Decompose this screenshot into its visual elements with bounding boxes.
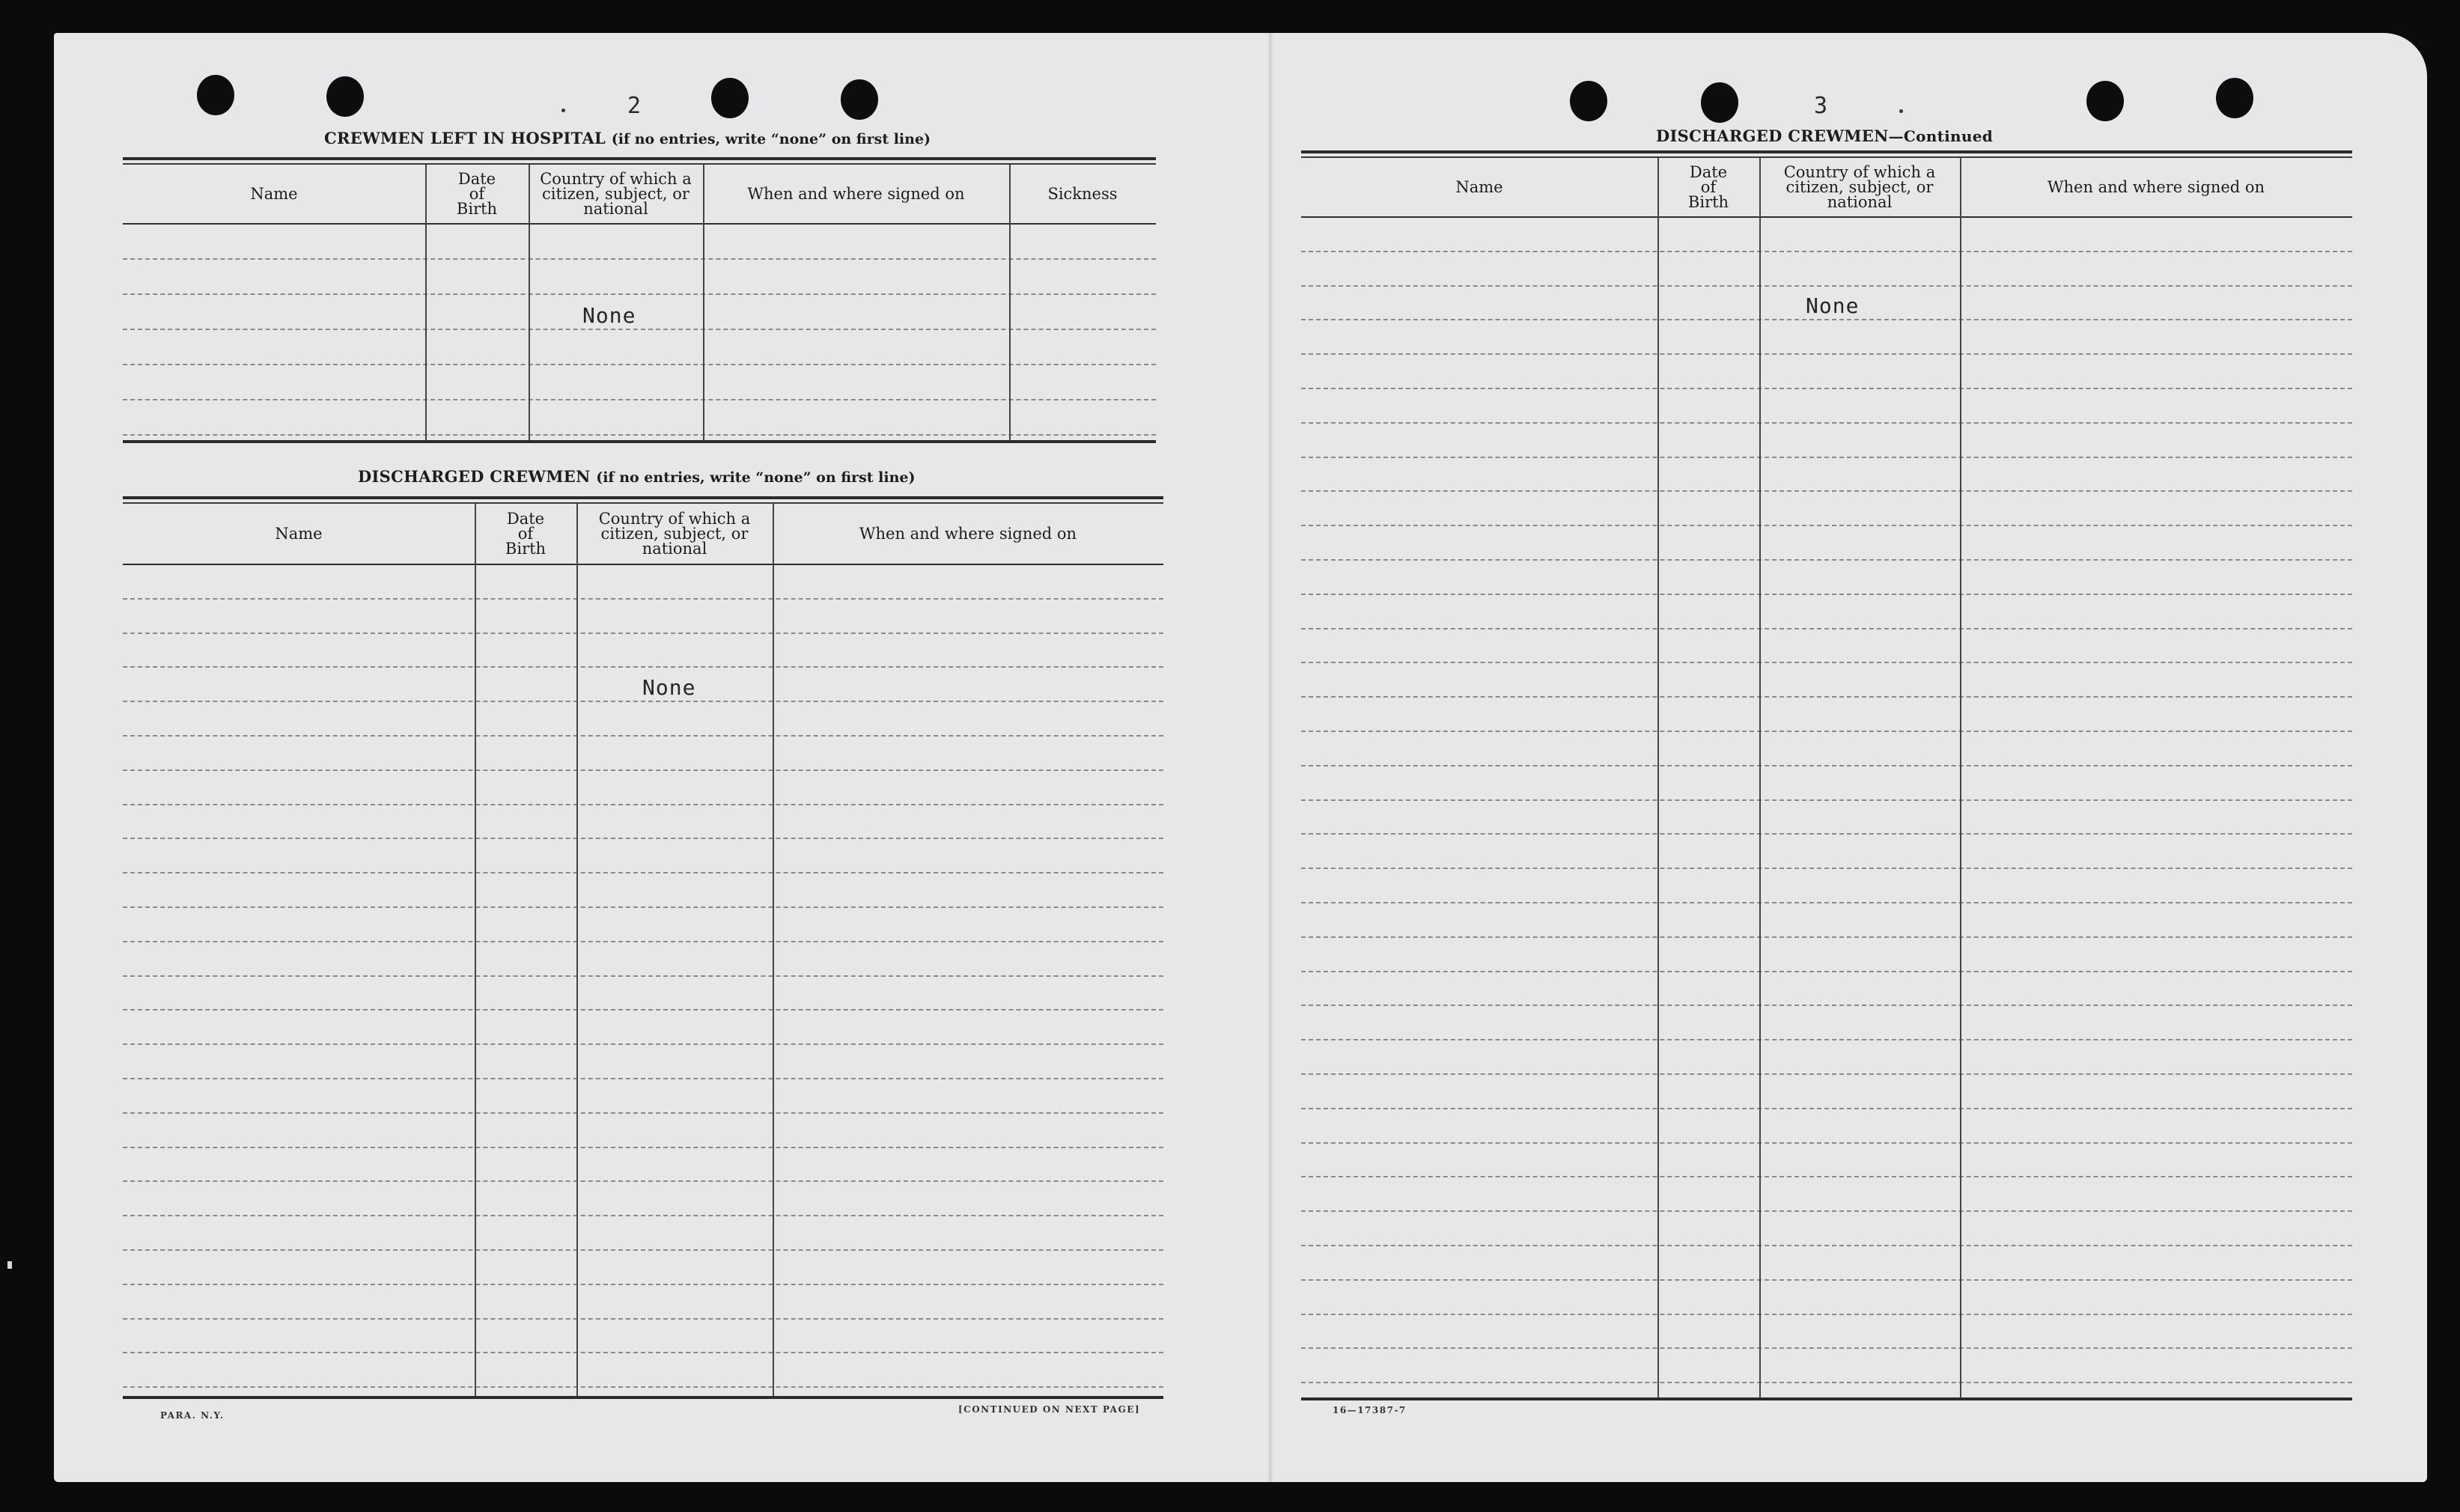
discharged-continued-title [1656, 126, 1993, 145]
entry-line [1301, 422, 2352, 424]
entry-line [1301, 353, 2352, 355]
column-header [123, 504, 475, 564]
entry-line [1301, 1005, 2352, 1006]
entry-line [123, 1249, 1163, 1251]
entry-line [1301, 1039, 2352, 1040]
entry-line [1301, 731, 2352, 732]
edge-mark [7, 1261, 12, 1269]
column-divider [475, 504, 476, 1396]
punch-hole [326, 76, 364, 117]
column-header-label: When and where signed on [2047, 178, 2265, 196]
entry-line [1301, 490, 2352, 492]
entry-line [1301, 319, 2352, 320]
entry-line [123, 1147, 1163, 1148]
entry-line [1301, 388, 2352, 389]
entry-line [123, 1009, 1163, 1010]
ink-speck [561, 109, 565, 112]
column-header [123, 165, 425, 223]
punch-hole [2216, 78, 2253, 118]
discharged-continued-table [1301, 150, 2352, 1397]
column-header [529, 165, 703, 223]
table-top-rule [1301, 150, 2352, 153]
column-header-label: Name [1455, 178, 1503, 196]
column-header-label: Country of which a citizen, subject, or national [598, 510, 751, 558]
column-header [1657, 158, 1759, 216]
section-title-suffix: —Continued [1888, 127, 1994, 145]
entry-line [1301, 1108, 2352, 1109]
entry-line [1301, 1142, 2352, 1144]
column-header-label: Name [250, 185, 298, 203]
entry-line [123, 1112, 1163, 1114]
entry-line [1301, 525, 2352, 526]
section-instruction: (if no entries, write “none” on first line) [611, 131, 931, 147]
entry-line [123, 735, 1163, 737]
header-bottom-rule [1301, 216, 2352, 218]
column-header-label: When and where signed on [859, 525, 1077, 543]
entry-line [123, 632, 1163, 634]
column-header [576, 504, 773, 564]
discharged-table [123, 496, 1163, 1396]
table-bottom-rule [1301, 1397, 2352, 1400]
entry-line [123, 941, 1163, 942]
entry-line [1301, 696, 2352, 698]
header-bottom-rule [123, 564, 1163, 565]
entry-line [1301, 628, 2352, 630]
entry-line [1301, 662, 2352, 663]
table-bottom-rule [123, 1396, 1163, 1399]
table-top-rule [123, 157, 1156, 160]
entry-line [1301, 936, 2352, 938]
entry-line [123, 975, 1163, 977]
entry-line [1301, 765, 2352, 766]
page-number: 3 [1814, 93, 1828, 119]
entry-line [123, 701, 1163, 702]
entry-line [1301, 594, 2352, 595]
typed-entry: None [1806, 293, 1860, 319]
entry-line [123, 434, 1156, 436]
typed-entry: None [642, 675, 696, 701]
entry-line [1301, 1279, 2352, 1281]
entry-line [123, 1352, 1163, 1353]
entry-line [1301, 902, 2352, 903]
table-top-rule [123, 496, 1163, 499]
entry-line [123, 1043, 1163, 1045]
section-title-text: DISCHARGED CREWMEN [1656, 126, 1889, 145]
entry-line [1301, 833, 2352, 835]
entry-line [123, 666, 1163, 668]
column-header-label: Date of Birth [505, 510, 547, 558]
column-header-label: When and where signed on [747, 185, 965, 203]
column-header-label: Country of which a citizen, subject, or national [1783, 163, 1936, 211]
column-header [1759, 158, 1960, 216]
column-divider [773, 504, 774, 1396]
entry-line [123, 872, 1163, 874]
entry-line [1301, 1176, 2352, 1177]
printer-imprint: PARA. N.Y. [160, 1410, 225, 1421]
column-header [1960, 158, 2352, 216]
entry-line [1301, 799, 2352, 801]
entry-line [1301, 1314, 2352, 1315]
entry-line [123, 598, 1163, 600]
entry-line [123, 838, 1163, 839]
column-header [773, 504, 1163, 564]
entry-line [123, 769, 1163, 771]
form-number: 16—17387-7 [1333, 1405, 1407, 1415]
page-fold [1268, 33, 1273, 1482]
hospital-table [123, 157, 1156, 440]
typed-entry: None [582, 303, 636, 328]
column-header-label: Sickness [1047, 185, 1118, 203]
column-divider [1960, 158, 1961, 1397]
column-divider [1657, 158, 1659, 1397]
entry-line [123, 1078, 1163, 1079]
entry-line [123, 1386, 1163, 1388]
page-number: 2 [627, 93, 642, 119]
header-bottom-rule [123, 223, 1156, 225]
entry-line [123, 1215, 1163, 1216]
column-divider [576, 504, 578, 1396]
punch-hole [1570, 81, 1607, 121]
punch-hole [841, 79, 878, 120]
entry-line [1301, 868, 2352, 869]
column-header-label: Date of Birth [456, 170, 498, 218]
column-header [475, 504, 576, 564]
entry-line [123, 1318, 1163, 1320]
punch-hole [1701, 82, 1738, 123]
entry-line [1301, 1210, 2352, 1212]
entry-line [1301, 1245, 2352, 1246]
column-header-label: Country of which a citizen, subject, or national [540, 170, 692, 218]
entry-line [123, 1180, 1163, 1182]
entry-line [1301, 1347, 2352, 1349]
column-header [1301, 158, 1657, 216]
column-header-label: Date of Birth [1687, 163, 1729, 211]
entry-line [123, 906, 1163, 908]
discharged-section-title [358, 467, 916, 486]
punch-hole [711, 78, 749, 118]
entry-line [1301, 1382, 2352, 1383]
entry-line [123, 329, 1156, 330]
punch-hole [197, 75, 234, 115]
column-header [1009, 165, 1156, 223]
column-header-label: Name [275, 525, 323, 543]
entry-line [1301, 559, 2352, 561]
entry-line [123, 364, 1156, 365]
entry-line [1301, 1073, 2352, 1075]
entry-line [1301, 285, 2352, 287]
entry-line [123, 258, 1156, 260]
table-bottom-rule [123, 440, 1156, 443]
section-title-text: CREWMEN LEFT IN HOSPITAL [324, 129, 606, 147]
entry-line [1301, 457, 2352, 458]
section-title-text: DISCHARGED CREWMEN [358, 467, 591, 486]
ink-speck [1899, 109, 1903, 113]
entry-line [123, 804, 1163, 805]
section-instruction: (if no entries, write “none” on first line) [596, 469, 916, 486]
entry-line [1301, 971, 2352, 972]
hospital-section-title [324, 129, 931, 147]
column-header [425, 165, 529, 223]
entry-line [1301, 251, 2352, 252]
entry-line [123, 399, 1156, 400]
entry-line [123, 293, 1156, 295]
column-divider [1759, 158, 1761, 1397]
punch-hole [2086, 81, 2124, 121]
column-header [703, 165, 1009, 223]
continued-note: [CONTINUED ON NEXT PAGE] [958, 1404, 1141, 1415]
entry-line [123, 1284, 1163, 1285]
